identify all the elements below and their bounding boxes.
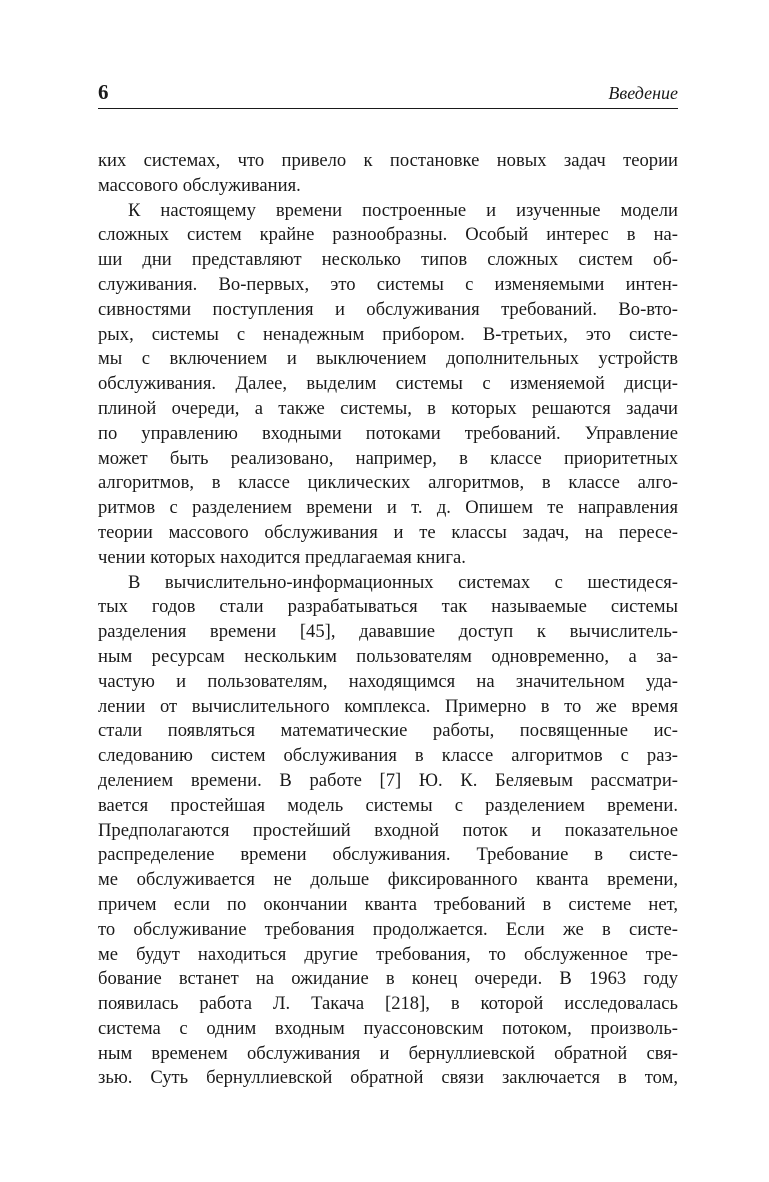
text-line: зью. Суть бернуллиевской обратной связи заключается в том, [98,1067,678,1089]
text-line: чении которых находится предлагаемая книга. [98,546,466,568]
text-line: служивания. Во-первых, это системы с изменяемыми интен- [98,273,678,295]
text-line: ным временем обслуживания и бернуллиевской обратной свя- [98,1042,678,1064]
text-line: появилась работа Л. Такача [218], в которой исследовалась [98,993,678,1015]
text-line: по управлению входными потоками требований. Управление [98,422,678,444]
text-line: теории массового обслуживания и те классы задач, на пересе- [98,521,678,543]
text-line: ритмов с разделением времени и т. д. Опишем те направления [98,497,678,519]
text-line: алгоритмов, в классе циклических алгоритмов, в классе алго- [98,472,678,494]
text-line: тых годов стали разрабатываться так называемые системы [98,596,678,618]
text-line: обслуживания. Далее, выделим системы с изменяемой дисци- [98,373,678,395]
text-line: вается простейшая модель системы с разделением времени. [98,794,678,816]
text-line: сложных систем крайне разнообразны. Особый интерес в на- [98,224,678,246]
text-line: причем если по окончании кванта требований в системе нет, [98,893,678,915]
text-line: массового обслуживания. [98,174,301,196]
running-head: Введение [608,83,678,103]
text-line: плиной очереди, а также системы, в которых решаются задачи [98,397,678,419]
text-line: следованию систем обслуживания в классе алгоритмов с раз- [98,745,678,767]
text-line: ме обслуживается не дольше фиксированного кванта времени, [98,869,678,891]
text-line: разделения времени [45], дававшие доступ к вычислитель- [98,621,678,643]
text-line: В вычислительно-информационных системах с шестидеся- [128,571,678,593]
text-line: рых, системы с ненадежным прибором. В-третьих, это систе- [98,323,678,345]
body-text [98,149,678,1091]
text-line: Предполагаются простейший входной поток и показательное [98,819,678,841]
text-line: делением времени. В работе [7] Ю. К. Беляевым рассматри- [98,769,678,791]
page-number: 6 [98,80,109,104]
text-line: бование встанет на ожидание в конец очереди. В 1963 году [98,968,678,990]
text-line: то обслуживание требования продолжается. Если же в систе- [98,918,678,940]
text-line: стали появляться математические работы, посвященные ис- [98,720,678,742]
text-line: ши дни представляют несколько типов сложных систем об- [98,249,678,271]
text-line: сивностями поступления и обслуживания требований. Во-вто- [98,298,678,320]
text-line: система с одним входным пуассоновским потоком, произволь- [98,1017,678,1039]
text-line: распределение времени обслуживания. Требование в систе- [98,844,678,866]
text-line: ме будут находиться другие требования, то обслуженное тре- [98,943,678,965]
text-line: лении от вычислительного комплекса. Примерно в то же время [98,695,678,717]
text-line: ным ресурсам нескольким пользователям одновременно, а за- [98,645,678,667]
page-header [98,78,678,109]
text-line: может быть реализовано, например, в классе приоритетных [98,447,678,469]
text-line: частую и пользователям, находящимся на значительном уда- [98,670,678,692]
text-line: мы с включением и выключением дополнительных устройств [98,348,678,370]
text-line: К настоящему времени построенные и изученные модели [128,199,678,221]
text-line: ких системах, что привело к постановке новых задач теории [98,150,678,171]
